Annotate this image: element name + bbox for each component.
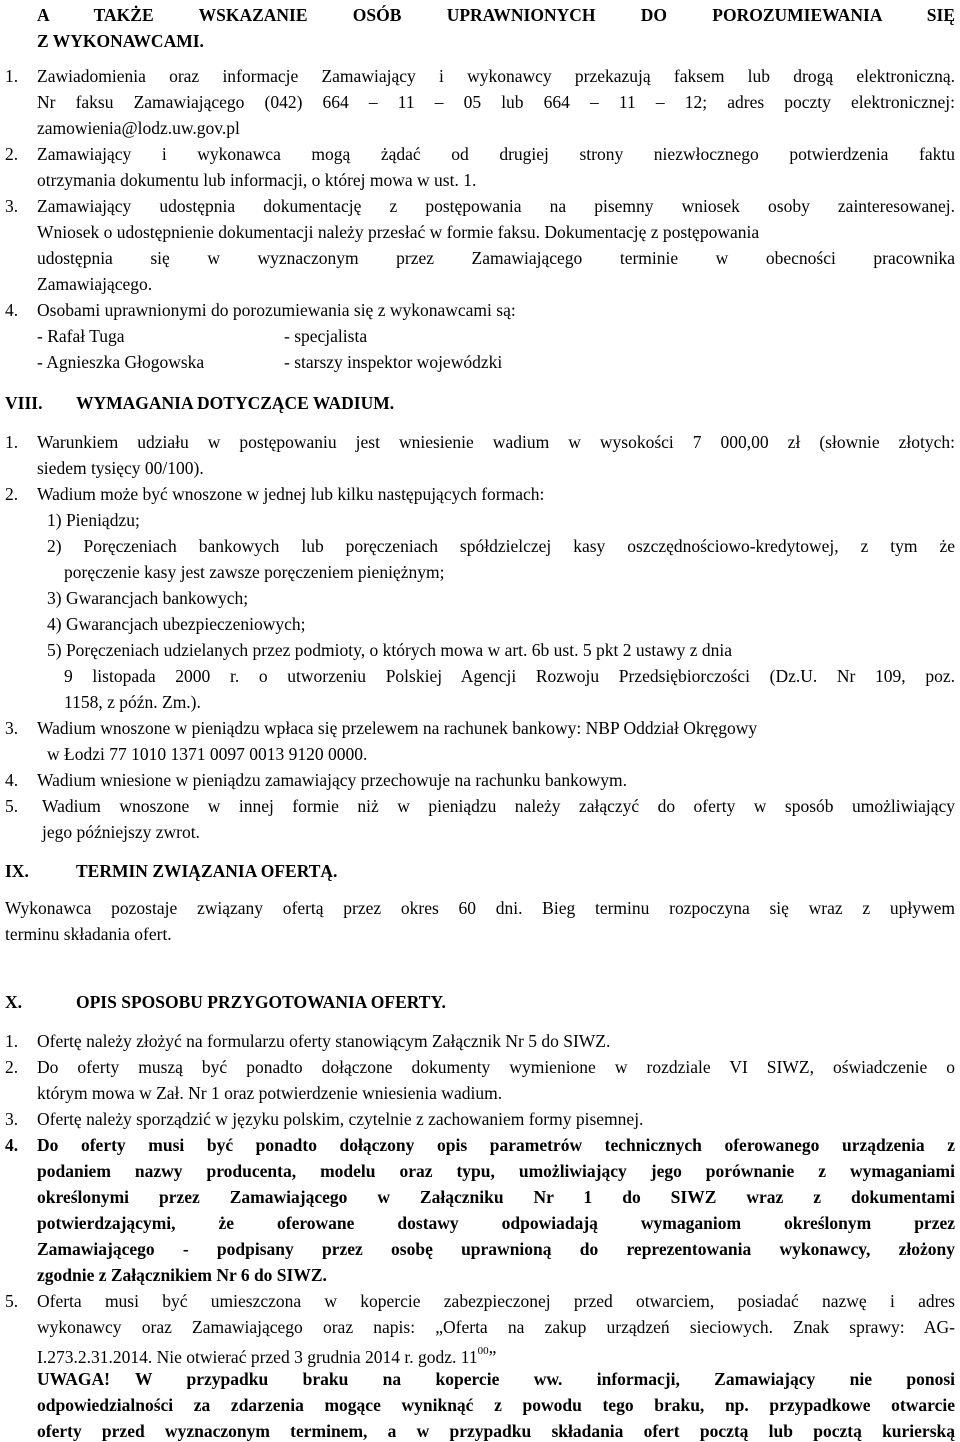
comm-item-2-num: 2. bbox=[5, 144, 19, 164]
wadium-item-4-text: Wadium wniesione w pieniądzu zamawiający przechowuje na rachunku bankowym. bbox=[37, 770, 627, 790]
person-1-name: - Rafał Tuga bbox=[37, 326, 125, 346]
section-10-number: X. bbox=[5, 992, 23, 1012]
comm-item-1-line-2: Nr faksu Zamawiającego (042) 664 – 11 – 05 lub 664 – 11 – 12; adres poczty elektronicznej: bbox=[37, 92, 955, 112]
comm-item-1-line-1: Zawiadomienia oraz informacje Zamawiający i wykonawcy przekazują faksem lub drogą elektroniczną. bbox=[37, 66, 955, 86]
offer-item-4-num: 4. bbox=[5, 1135, 19, 1155]
comm-item-4-line-1: Osobami uprawnionymi do porozumiewania się z wykonawcami są: bbox=[37, 300, 516, 320]
offer-item-5-time-minutes: 00 bbox=[477, 1345, 489, 1357]
form-1: 1) Pieniądzu; bbox=[47, 510, 140, 530]
form-5-line-2: 9 listopada 2000 r. o utworzeniu Polskiej Agencji Rozwoju Przedsiębiorczości (Dz.U. Nr 109, poz. bbox=[64, 666, 955, 686]
person-1-role: - specjalista bbox=[284, 326, 368, 346]
comm-item-3-line-4: Zamawiającego. bbox=[37, 274, 153, 294]
comm-item-3-line-2-text: Wniosek o udostępnienie dokumentacji należy przesłać w formie faksu. Dokumentację z postępowania bbox=[37, 222, 760, 242]
offer-item-4-line-3: określonymi przez Zamawiającego w Załączniku Nr 1 do SIWZ wraz z dokumentami bbox=[37, 1187, 955, 1207]
person-2-name: - Agnieszka Głogowska bbox=[37, 352, 205, 372]
comm-item-1-email: zamowienia@lodz.uw.gov.pl bbox=[37, 118, 240, 138]
section-8-title: WYMAGANIA DOTYCZĄCE WADIUM. bbox=[76, 393, 395, 413]
wadium-item-1-line-2: siedem tysięcy 00/100). bbox=[37, 458, 204, 478]
section-10-title: OPIS SPOSOBU PRZYGOTOWANIA OFERTY. bbox=[76, 992, 446, 1012]
comm-item-3-line-1: Zamawiający udostępnia dokumentację z postępowania na pisemny wniosek osoby zainteresowanej. bbox=[37, 196, 955, 216]
warning-line-3: oferty przed wyznaczonym terminem, a w przypadku składania ofert pocztą lub pocztą kurierską bbox=[37, 1421, 955, 1441]
comm-item-2-line-2: otrzymania dokumentu lub informacji, o której mowa w ust. 1. bbox=[37, 170, 477, 190]
intro-line-1: A TAKŻE WSKAZANIE OSÓB UPRAWNIONYCH DO POROZUMIEWANIA SIĘ bbox=[37, 5, 955, 25]
section-9-line-2: terminu składania ofert. bbox=[5, 924, 172, 944]
warning-line-2: odpowiedzialności za zdarzenia mogące wyniknąć z powodu tego braku, np. przypadkowe otwarcie bbox=[37, 1395, 955, 1415]
person-2-role: - starszy inspektor wojewódzki bbox=[284, 352, 503, 372]
offer-item-4-line-6: zgodnie z Załącznikiem Nr 6 do SIWZ. bbox=[37, 1265, 327, 1285]
offer-item-2-line-1: Do oferty muszą być ponadto dołączone dokumenty wymienione w rozdziale VI SIWZ, oświadczenie o bbox=[37, 1057, 955, 1077]
section-9-title: TERMIN ZWIĄZANIA OFERTĄ. bbox=[76, 861, 338, 881]
offer-item-5-line-2: wykonawcy oraz Zamawiającego oraz napis: „Oferta na zakup urządzeń sieciowych. Znak sprawy: AG- bbox=[37, 1317, 955, 1337]
wadium-item-2-text: Wadium może być wnoszone w jednej lub kilku następujących formach: bbox=[37, 484, 545, 504]
wadium-item-1-line-1: Warunkiem udziału w postępowaniu jest wniesienie wadium w wysokości 7 000,00 zł (słownie złotych: bbox=[37, 432, 955, 452]
form-2-line-1: 2) Poręczeniach bankowych lub poręczeniach spółdzielczej kasy oszczędnościowo-kredytowej, z tym że bbox=[47, 536, 955, 556]
offer-item-3-num: 3. bbox=[5, 1109, 19, 1129]
comm-item-3-line-2-start bbox=[37, 221, 759, 243]
comm-item-2-line-1: Zamawiający i wykonawca mogą żądać od drugiej strony niezwłocznego potwierdzenia faktu bbox=[37, 144, 955, 164]
offer-item-2-num: 2. bbox=[5, 1057, 19, 1077]
offer-item-5-num: 5. bbox=[5, 1291, 19, 1311]
warning-line-1 bbox=[37, 1368, 955, 1390]
form-5-line-1: 5) Poręczeniach udzielanych przez podmioty, o których mowa w art. 6b ust. 5 pkt 2 ustawy z dnia bbox=[47, 640, 733, 660]
offer-item-5-line-3 bbox=[37, 1342, 496, 1368]
offer-item-4-line-4: potwierdzającymi, że oferowane dostawy odpowiadają wymaganiom określonym przez bbox=[37, 1213, 955, 1233]
offer-item-5-line-3-main: I.273.2.31.2014. Nie otwierać przed 3 grudnia 2014 r. godz. 11 bbox=[37, 1346, 478, 1367]
offer-item-4-line-5: Zamawiającego - podpisany przez osobę uprawnioną do reprezentowania wykonawcy, złożony bbox=[37, 1239, 955, 1259]
warning-label: UWAGA! bbox=[37, 1369, 110, 1389]
section-9-line-1: Wykonawca pozostaje związany ofertą przez okres 60 dni. Bieg terminu rozpoczyna się wraz z upływem bbox=[5, 898, 955, 918]
section-9-number: IX. bbox=[5, 861, 29, 881]
offer-item-5-line-3-tail: ” bbox=[488, 1346, 497, 1367]
offer-item-4-line-2: podaniem nazwy producenta, modelu oraz typu, umożliwiający jego porównanie z wymaganiami bbox=[37, 1161, 955, 1181]
comm-item-3-line-3: udostępnia się w wyznaczonym przez Zamawiającego terminie w obecności pracownika bbox=[37, 248, 955, 268]
offer-item-3-text: Ofertę należy sporządzić w języku polskim, czytelnie z zachowaniem formy pisemnej. bbox=[37, 1109, 644, 1129]
form-5-line-3: 1158, z późn. Zm.). bbox=[64, 692, 201, 712]
wadium-item-2-num: 2. bbox=[5, 484, 19, 504]
form-4: 4) Gwarancjach ubezpieczeniowych; bbox=[47, 614, 306, 634]
comm-item-3-num: 3. bbox=[5, 196, 19, 216]
intro-line-2: Z WYKONAWCAMI. bbox=[37, 31, 204, 51]
wadium-item-3-num: 3. bbox=[5, 718, 19, 738]
form-2-line-2: poręczenie kasy jest zawsze poręczeniem pieniężnym; bbox=[64, 562, 445, 582]
wadium-item-5-line-2: jego późniejszy zwrot. bbox=[42, 822, 200, 842]
wadium-item-5-num: 5. bbox=[5, 796, 19, 816]
offer-item-4-line-1: Do oferty musi być ponadto dołączony opis parametrów technicznych oferowanego urządzenia z bbox=[37, 1135, 955, 1155]
section-8-number: VIII. bbox=[5, 393, 43, 413]
warning-text-1: W przypadku braku na kopercie ww. informacji, Zamawiający nie ponosi bbox=[135, 1369, 955, 1389]
comm-item-4-num: 4. bbox=[5, 300, 19, 320]
comm-item-1-num: 1. bbox=[5, 66, 19, 86]
wadium-item-5-line-1: Wadium wnoszone w innej formie niż w pieniądzu należy załączyć do oferty w sposób umożliwiający bbox=[42, 796, 955, 816]
wadium-item-4-num: 4. bbox=[5, 770, 19, 790]
offer-item-5-line-1: Oferta musi być umieszczona w kopercie zabezpieczonej przed otwarciem, posiadać nazwę i adres bbox=[37, 1291, 955, 1311]
wadium-item-1-num: 1. bbox=[5, 432, 19, 452]
offer-item-2-line-2: którym mowa w Zał. Nr 1 oraz potwierdzenie wniesienia wadium. bbox=[37, 1083, 503, 1103]
wadium-item-3-line-2: w Łodzi 77 1010 1371 0097 0013 9120 0000. bbox=[47, 744, 368, 764]
offer-item-1-text: Ofertę należy złożyć na formularzu oferty stanowiącym Załącznik Nr 5 do SIWZ. bbox=[37, 1031, 611, 1051]
offer-item-1-num: 1. bbox=[5, 1031, 19, 1051]
form-3: 3) Gwarancjach bankowych; bbox=[47, 588, 249, 608]
wadium-item-3-line-1: Wadium wnoszone w pieniądzu wpłaca się przelewem na rachunek bankowy: NBP Oddział Okręgowy bbox=[37, 718, 758, 738]
